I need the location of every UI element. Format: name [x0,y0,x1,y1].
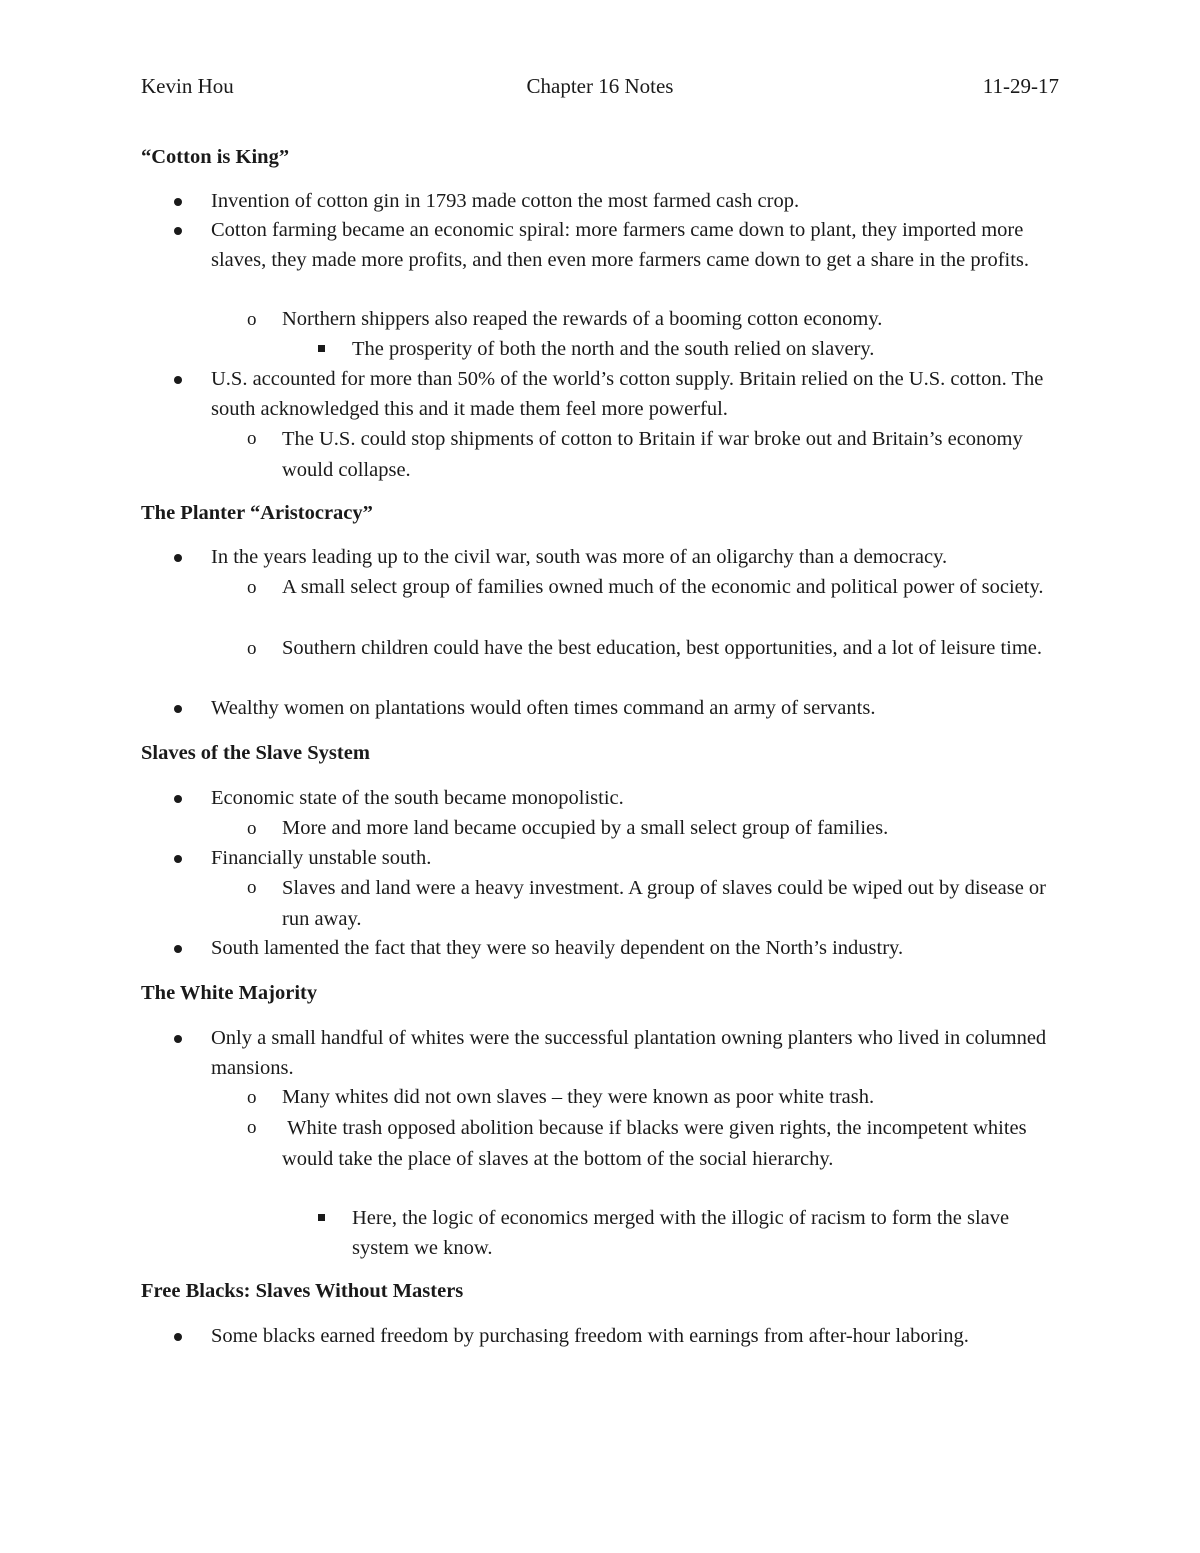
square-bullet-icon [318,335,325,352]
list-item: Here, the logic of economics merged with the illogic of racism to form the slave system we know. [352,1207,1010,1259]
circle-bullet-icon: o [247,577,257,598]
disc-bullet-icon [174,844,182,863]
disc-bullet-icon [174,365,182,384]
section-heading-free-blacks: Free Blacks: Slaves Without Masters [141,1280,464,1302]
list-item: Financially unstable south. [211,847,432,869]
page-header [141,72,1059,102]
list-item: A small select group of families owned much of the economic and political power of society. [282,576,1044,598]
disc-bullet-icon [174,543,182,562]
disc-bullet-icon [174,934,182,953]
section-heading-cotton-is-king: “Cotton is King” [141,146,290,168]
list-item: More and more land became occupied by a small select group of families. [282,817,889,839]
section-heading-slaves-of-the-slave-system: Slaves of the Slave System [141,742,370,764]
circle-bullet-icon: o [247,309,257,330]
list-item: Many whites did not own slaves – they were known as poor white trash. [282,1086,875,1108]
circle-bullet-icon: o [247,877,257,898]
list-item: Cotton farming became an economic spiral: more farmers came down to plant, they imported more slaves, they made more profits, and then even more farmers came down to get a share in the profits. [211,219,1030,271]
disc-bullet-icon [174,216,182,235]
list-item: Southern children could have the best education, best opportunities, and a lot of leisure time. [282,637,1043,659]
section-heading-planter-aristocracy: The Planter “Aristocracy” [141,502,373,524]
list-item: The prosperity of both the north and the south relied on slavery. [352,338,875,360]
circle-bullet-icon: o [247,1117,257,1138]
disc-bullet-icon [174,784,182,803]
list-item: Economic state of the south became monopolistic. [211,787,624,809]
disc-bullet-icon [174,187,182,206]
circle-bullet-icon: o [247,818,257,839]
disc-bullet-icon [174,1322,182,1341]
list-item: The U.S. could stop shipments of cotton to Britain if war broke out and Britain’s economy would collapse. [282,428,1023,481]
disc-bullet-icon [174,694,182,713]
section-heading-white-majority: The White Majority [141,982,318,1004]
list-item: Wealthy women on plantations would often times command an army of servants. [211,697,876,719]
author-name: Kevin Hou [141,74,234,98]
list-item: U.S. accounted for more than 50% of the world’s cotton supply. Britain relied on the U.S. cotton. The south acknowledged this and it made them feel more powerful. [211,368,1044,420]
list-item: South lamented the fact that they were so heavily dependent on the North’s industry. [211,937,904,959]
disc-bullet-icon [174,1024,182,1043]
list-item: Slaves and land were a heavy investment. A group of slaves could be wiped out by disease or run away. [282,877,1047,930]
document-title: Chapter 16 Notes [526,74,674,98]
circle-bullet-icon: o [247,428,257,449]
list-item: Northern shippers also reaped the rewards of a booming cotton economy. [282,308,883,330]
list-item: Only a small handful of whites were the successful plantation owning planters who lived in columned mansions. [211,1027,1047,1079]
circle-bullet-icon: o [247,1087,257,1108]
list-item: White trash opposed abolition because if blacks were given rights, the incompetent whites would take the place of slaves at the bottom of the social hierarchy. [282,1117,1032,1170]
circle-bullet-icon: o [247,638,257,659]
list-item: In the years leading up to the civil war, south was more of an oligarchy than a democracy. [211,546,948,568]
square-bullet-icon [318,1204,325,1221]
document-date: 11-29-17 [982,74,1059,98]
list-item: Some blacks earned freedom by purchasing freedom with earnings from after-hour laboring. [211,1325,969,1347]
list-item: Invention of cotton gin in 1793 made cotton the most farmed cash crop. [211,190,800,212]
